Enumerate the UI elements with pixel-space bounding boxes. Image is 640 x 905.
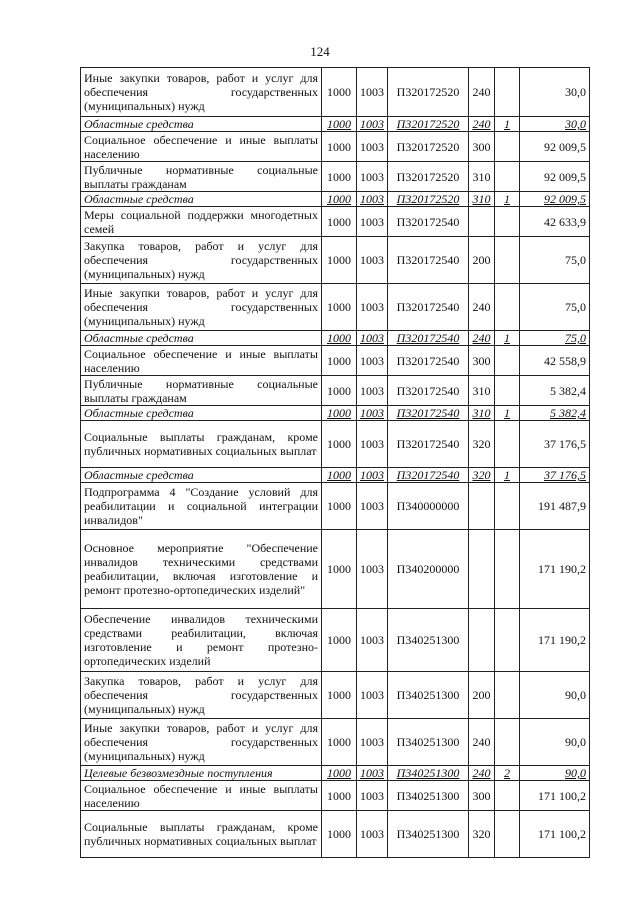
table-row [81, 284, 590, 331]
table-row [81, 346, 590, 376]
amount-cell: 90,0 [520, 719, 590, 766]
expense-type-code: 240 [469, 331, 495, 346]
funding-source-code [495, 284, 520, 331]
table-row [81, 331, 590, 346]
funding-source-code [495, 132, 520, 162]
funding-source-code [495, 421, 520, 468]
expense-type-code: 240 [469, 284, 495, 331]
table-row [81, 207, 590, 237]
target-article-code: П320172540 [388, 346, 469, 376]
expense-type-code: 320 [469, 468, 495, 483]
expense-type-code: 300 [469, 346, 495, 376]
row-name: Социальное обеспечение и иные выплаты населению [81, 346, 322, 376]
table-row [81, 483, 590, 530]
funding-source-code: 1 [495, 192, 520, 207]
row-name: Публичные нормативные социальные выплаты гражданам [81, 162, 322, 192]
expense-type-code: 310 [469, 192, 495, 207]
amount-cell: 75,0 [520, 284, 590, 331]
target-article-code: П320172540 [388, 237, 469, 284]
row-name: Закупка товаров, работ и услуг для обеспечения государственных (муниципальных) нужд [81, 237, 322, 284]
target-article-code: П320172540 [388, 406, 469, 421]
table-row [81, 766, 590, 781]
section-code: 1000 [322, 483, 357, 530]
section-code: 1000 [322, 781, 357, 811]
table-body [81, 68, 590, 858]
table-row [81, 162, 590, 192]
funding-source-code [495, 346, 520, 376]
subsection-code: 1003 [357, 346, 388, 376]
amount-cell: 5 382,4 [520, 406, 590, 421]
row-name: Подпрограмма 4 "Создание условий для реабилитации и социальной интеграции инвалидов" [81, 483, 322, 530]
table-row [81, 132, 590, 162]
subsection-code: 1003 [357, 811, 388, 858]
row-name: Иные закупки товаров, работ и услуг для обеспечения государственных (муниципальных) нужд [81, 284, 322, 331]
expense-type-code: 310 [469, 162, 495, 192]
amount-cell: 171 100,2 [520, 781, 590, 811]
target-article-code: П320172540 [388, 331, 469, 346]
expense-type-code: 240 [469, 719, 495, 766]
budget-table [80, 67, 590, 858]
target-article-code: П320172540 [388, 207, 469, 237]
target-article-code: П320172520 [388, 132, 469, 162]
expense-type-code: 300 [469, 781, 495, 811]
row-name: Областные средства [81, 192, 322, 207]
expense-type-code: 320 [469, 811, 495, 858]
expense-type-code [469, 483, 495, 530]
subsection-code: 1003 [357, 162, 388, 192]
table-row [81, 237, 590, 284]
expense-type-code: 200 [469, 672, 495, 719]
subsection-code: 1003 [357, 132, 388, 162]
table-row [81, 68, 590, 117]
section-code: 1000 [322, 719, 357, 766]
subsection-code: 1003 [357, 766, 388, 781]
row-name: Областные средства [81, 331, 322, 346]
table-row [81, 406, 590, 421]
section-code: 1000 [322, 331, 357, 346]
target-article-code: П320172540 [388, 468, 469, 483]
row-name: Иные закупки товаров, работ и услуг для обеспечения государственных (муниципальных) нужд [81, 719, 322, 766]
target-article-code: П320172540 [388, 421, 469, 468]
section-code: 1000 [322, 346, 357, 376]
row-name: Целевые безвозмездные поступления [81, 766, 322, 781]
expense-type-code: 310 [469, 376, 495, 406]
funding-source-code: 1 [495, 406, 520, 421]
amount-cell: 42 633,9 [520, 207, 590, 237]
target-article-code: П340251300 [388, 719, 469, 766]
row-name: Областные средства [81, 117, 322, 132]
funding-source-code: 1 [495, 117, 520, 132]
section-code: 1000 [322, 468, 357, 483]
expense-type-code [469, 207, 495, 237]
amount-cell: 171 100,2 [520, 811, 590, 858]
subsection-code: 1003 [357, 331, 388, 346]
subsection-code: 1003 [357, 672, 388, 719]
page-number: 124 [310, 44, 330, 59]
section-code: 1000 [322, 117, 357, 132]
amount-cell: 37 176,5 [520, 468, 590, 483]
expense-type-code: 200 [469, 237, 495, 284]
target-article-code: П340251300 [388, 781, 469, 811]
target-article-code: П320172520 [388, 117, 469, 132]
expense-type-code: 240 [469, 766, 495, 781]
subsection-code: 1003 [357, 421, 388, 468]
subsection-code: 1003 [357, 719, 388, 766]
row-name: Социальное обеспечение и иные выплаты населению [81, 781, 322, 811]
table-row [81, 192, 590, 207]
row-name: Социальное обеспечение и иные выплаты населению [81, 132, 322, 162]
funding-source-code [495, 376, 520, 406]
target-article-code: П340200000 [388, 530, 469, 609]
amount-cell: 92 009,5 [520, 162, 590, 192]
row-name: Публичные нормативные социальные выплаты гражданам [81, 376, 322, 406]
funding-source-code [495, 609, 520, 672]
target-article-code: П340000000 [388, 483, 469, 530]
section-code: 1000 [322, 207, 357, 237]
section-code: 1000 [322, 132, 357, 162]
target-article-code: П340251300 [388, 609, 469, 672]
subsection-code: 1003 [357, 207, 388, 237]
expense-type-code [469, 530, 495, 609]
expense-type-code [469, 609, 495, 672]
subsection-code: 1003 [357, 483, 388, 530]
row-name: Обеспечение инвалидов техническими средствами реабилитации, включая изготовление и ремонт протезно-ортопедических изделий [81, 609, 322, 672]
table-row [81, 719, 590, 766]
section-code: 1000 [322, 237, 357, 284]
section-code: 1000 [322, 284, 357, 331]
funding-source-code [495, 68, 520, 117]
funding-source-code: 1 [495, 331, 520, 346]
funding-source-code [495, 237, 520, 284]
section-code: 1000 [322, 376, 357, 406]
amount-cell: 90,0 [520, 766, 590, 781]
table-row [81, 117, 590, 132]
expense-type-code: 240 [469, 68, 495, 117]
target-article-code: П320172520 [388, 68, 469, 117]
amount-cell: 75,0 [520, 237, 590, 284]
row-name: Меры социальной поддержки многодетных семей [81, 207, 322, 237]
amount-cell: 171 190,2 [520, 530, 590, 609]
amount-cell: 92 009,5 [520, 192, 590, 207]
section-code: 1000 [322, 162, 357, 192]
target-article-code: П320172540 [388, 376, 469, 406]
section-code: 1000 [322, 530, 357, 609]
funding-source-code [495, 781, 520, 811]
subsection-code: 1003 [357, 68, 388, 117]
amount-cell: 90,0 [520, 672, 590, 719]
table-row [81, 781, 590, 811]
row-name: Иные закупки товаров, работ и услуг для обеспечения государственных (муниципальных) нужд [81, 68, 322, 117]
funding-source-code: 2 [495, 766, 520, 781]
section-code: 1000 [322, 421, 357, 468]
row-name: Областные средства [81, 468, 322, 483]
row-name: Социальные выплаты гражданам, кроме публичных нормативных социальных выплат [81, 421, 322, 468]
section-code: 1000 [322, 68, 357, 117]
subsection-code: 1003 [357, 376, 388, 406]
amount-cell: 191 487,9 [520, 483, 590, 530]
amount-cell: 37 176,5 [520, 421, 590, 468]
target-article-code: П340251300 [388, 672, 469, 719]
funding-source-code [495, 530, 520, 609]
table-row [81, 421, 590, 468]
subsection-code: 1003 [357, 468, 388, 483]
expense-type-code: 310 [469, 406, 495, 421]
amount-cell: 171 190,2 [520, 609, 590, 672]
subsection-code: 1003 [357, 237, 388, 284]
expense-type-code: 240 [469, 117, 495, 132]
table-row [81, 530, 590, 609]
table-row [81, 609, 590, 672]
amount-cell: 5 382,4 [520, 376, 590, 406]
target-article-code: П320172520 [388, 192, 469, 207]
target-article-code: П320172540 [388, 284, 469, 331]
funding-source-code [495, 672, 520, 719]
subsection-code: 1003 [357, 781, 388, 811]
subsection-code: 1003 [357, 530, 388, 609]
section-code: 1000 [322, 406, 357, 421]
subsection-code: 1003 [357, 192, 388, 207]
target-article-code: П340251300 [388, 811, 469, 858]
expense-type-code: 300 [469, 132, 495, 162]
row-name: Основное мероприятие "Обеспечение инвалидов техническими средствами реабилитации, включая изготовление и ремонт протезно-ортопедических изделий" [81, 530, 322, 609]
funding-source-code [495, 483, 520, 530]
section-code: 1000 [322, 766, 357, 781]
funding-source-code [495, 162, 520, 192]
amount-cell: 75,0 [520, 331, 590, 346]
section-code: 1000 [322, 811, 357, 858]
subsection-code: 1003 [357, 406, 388, 421]
row-name: Закупка товаров, работ и услуг для обеспечения государственных (муниципальных) нужд [81, 672, 322, 719]
funding-source-code [495, 207, 520, 237]
row-name: Социальные выплаты гражданам, кроме публичных нормативных социальных выплат [81, 811, 322, 858]
table-row [81, 468, 590, 483]
table-row [81, 376, 590, 406]
amount-cell: 30,0 [520, 68, 590, 117]
target-article-code: П340251300 [388, 766, 469, 781]
section-code: 1000 [322, 192, 357, 207]
section-code: 1000 [322, 609, 357, 672]
amount-cell: 42 558,9 [520, 346, 590, 376]
funding-source-code [495, 811, 520, 858]
funding-source-code [495, 719, 520, 766]
expense-type-code: 320 [469, 421, 495, 468]
subsection-code: 1003 [357, 609, 388, 672]
table-row [81, 672, 590, 719]
amount-cell: 92 009,5 [520, 132, 590, 162]
subsection-code: 1003 [357, 284, 388, 331]
section-code: 1000 [322, 672, 357, 719]
target-article-code: П320172520 [388, 162, 469, 192]
row-name: Областные средства [81, 406, 322, 421]
table-row [81, 811, 590, 858]
funding-source-code: 1 [495, 468, 520, 483]
subsection-code: 1003 [357, 117, 388, 132]
amount-cell: 30,0 [520, 117, 590, 132]
